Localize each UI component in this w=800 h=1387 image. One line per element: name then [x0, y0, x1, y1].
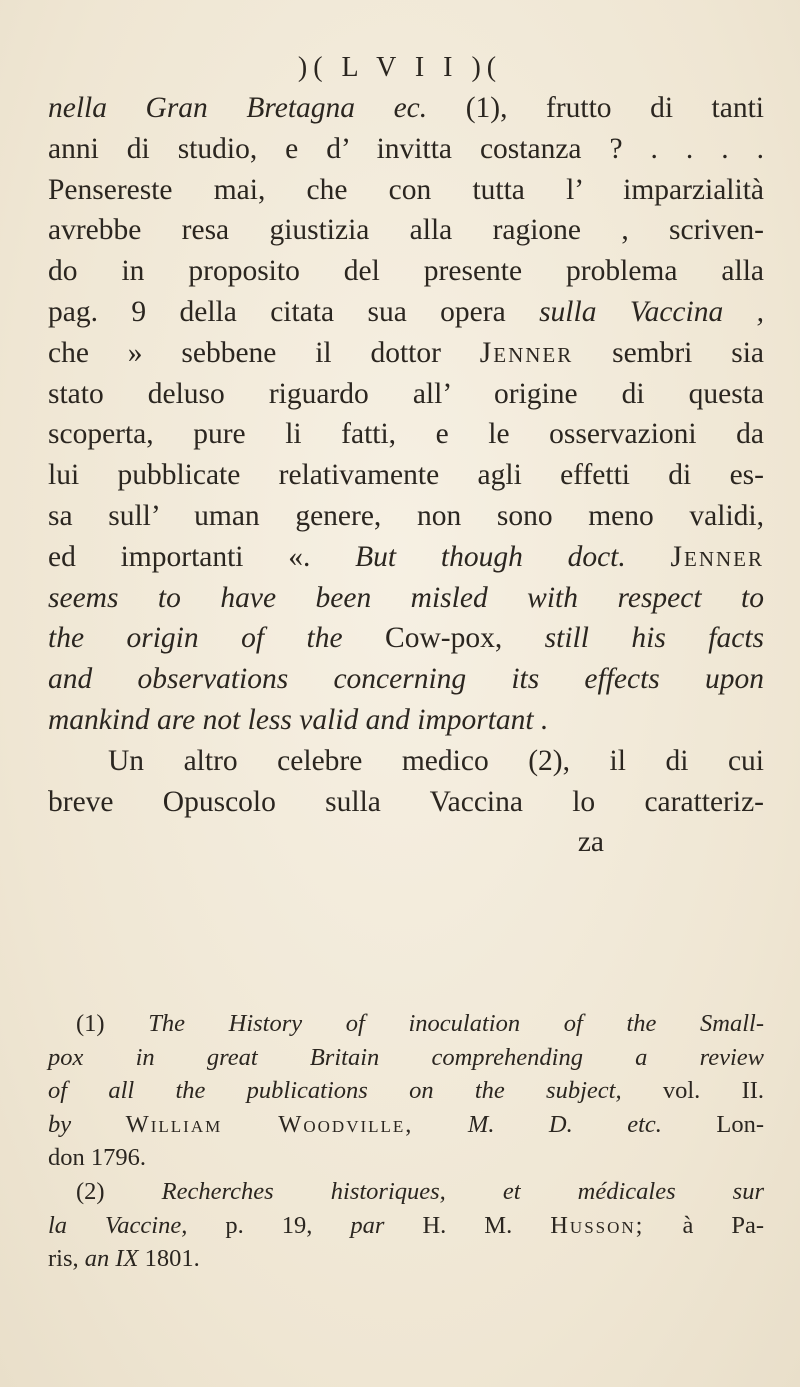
italic-phrase: nella Gran Bretagna ec.: [48, 92, 428, 124]
author-name: Jenner: [670, 540, 765, 573]
text-line: lui pubblicate relativamente agli effetti di es-: [48, 459, 764, 492]
text-line: nella Gran Bretagna ec. (1), frutto di tanti: [48, 92, 764, 124]
text-line: avrebbe resa giustizia alla ragione , scriven-: [48, 214, 764, 247]
footnote-line: ris, an IX 1801.: [48, 1245, 200, 1273]
text-line: do in proposito del presente problema alla: [48, 255, 764, 288]
footnote-line: by William Woodville, M. D. etc. Lon-: [48, 1110, 765, 1138]
text-line: pag. 9 della citata sua opera sulla Vaccina ,: [48, 295, 764, 328]
text-line: anni di studio, e d’ invitta costanza ? . . . .: [48, 132, 764, 165]
footnote-line: don 1796.: [48, 1144, 146, 1172]
text-line: the origin of the Cow-pox, still his facts: [48, 622, 765, 655]
body-text: [48, 88, 764, 863]
text-line: Pensereste mai, che con tutta l’ imparzialità: [48, 173, 764, 206]
author-name: William Woodville,: [125, 1110, 414, 1138]
italic-phrase: But though doct.: [355, 540, 626, 573]
text-line: ed importanti «. But though doct. Jenner: [48, 540, 765, 573]
catchword: za: [577, 826, 604, 859]
footnotes: [48, 1007, 764, 1276]
footnote-line: (1) The History of inoculation of the Small-: [76, 1010, 764, 1037]
author-name: Jenner: [479, 336, 574, 369]
text-line: seems to have been misled with respect to: [48, 581, 764, 614]
footnote-marker: (1): [76, 1010, 105, 1037]
text-line: breve Opuscolo sulla Vaccina lo caratteriz-: [48, 785, 764, 818]
text-line: stato deluso riguardo all’ origine di questa: [48, 377, 764, 410]
footnote-line: pox in great Britain comprehending a review: [48, 1043, 764, 1071]
text-line: scoperta, pure li fatti, e le osservazioni da: [48, 418, 764, 451]
running-head: )( L V I I )(: [297, 52, 503, 83]
footnote-marker: (2): [76, 1177, 105, 1205]
footnote-line: (2) Recherches historiques, et médicales sur: [76, 1177, 765, 1205]
text-line: Un altro celebre medico (2), il di cui: [108, 744, 764, 777]
text-line: sa sull’ uman genere, non sono meno validi,: [48, 499, 764, 532]
italic-phrase: sulla Vaccina ,: [539, 295, 764, 328]
text-line: mankind are not less valid and important .: [48, 703, 549, 736]
footnote-line: of all the publications on the subject, vol. II.: [48, 1077, 765, 1105]
text-line: che » sebbene il dottor Jenner sembri sia: [48, 336, 764, 369]
author-name: Husson;: [550, 1211, 645, 1239]
text-line: and observations concerning its effects upon: [48, 663, 764, 696]
footnote-line: la Vaccine, p. 19, par H. M. Husson; à Pa-: [48, 1211, 765, 1239]
